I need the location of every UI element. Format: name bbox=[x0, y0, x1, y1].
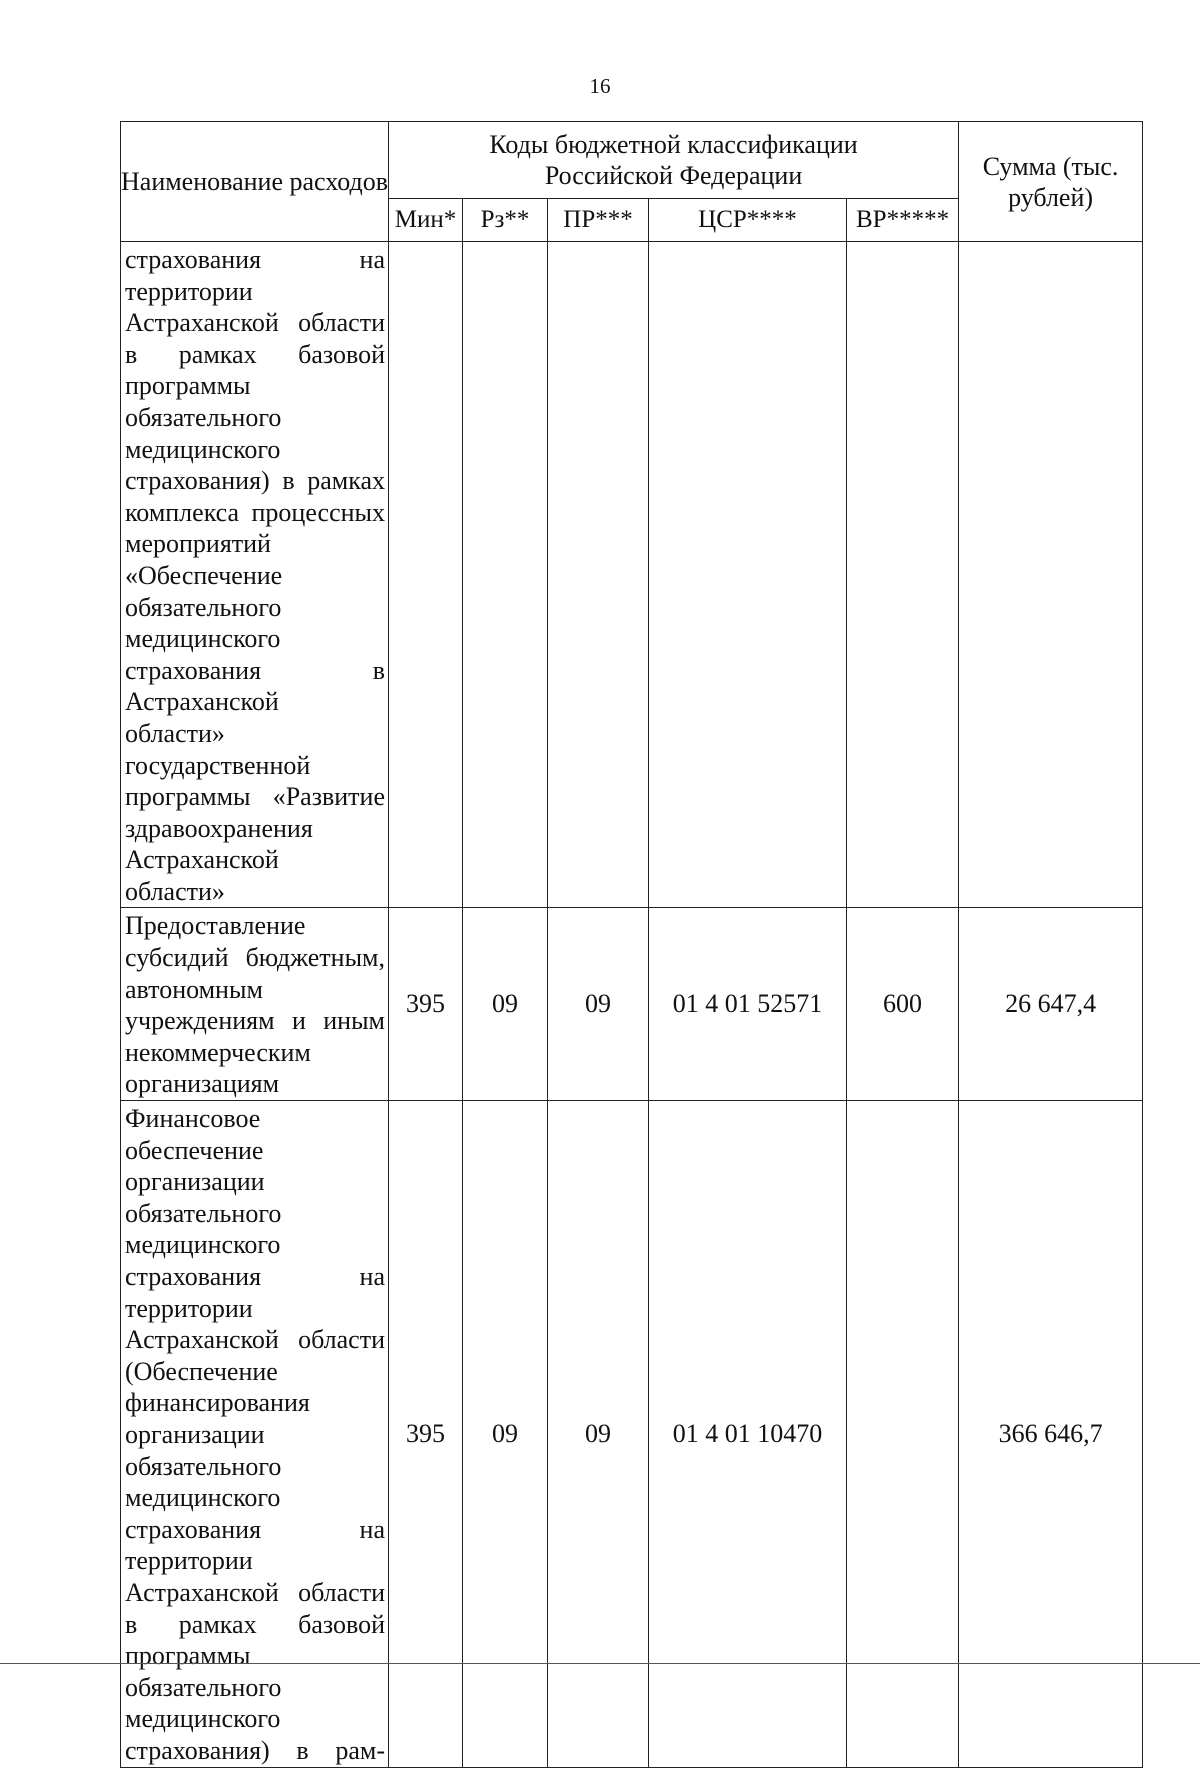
header-pr: ПР*** bbox=[548, 199, 649, 242]
row-csr: 01 4 01 52571 bbox=[649, 908, 847, 1101]
row-vr bbox=[847, 242, 959, 908]
header-vr: ВР***** bbox=[847, 199, 959, 242]
row-name: страхования на территории Астраханской области в рамках базовой программы обязательного медицинского страхования) в рамках комплекса процессных мероприятий «Обеспечение обязательного медицинского страхования в Астраханской области» государственной программы «Развитие здравоохранения Астраханской области» bbox=[121, 242, 389, 908]
row-pr: 09 bbox=[548, 1101, 649, 1767]
header-rz: Рз** bbox=[463, 199, 548, 242]
row-min: 395 bbox=[389, 908, 463, 1101]
row-sum bbox=[959, 242, 1143, 908]
row-csr: 01 4 01 10470 bbox=[649, 1101, 847, 1767]
row-vr bbox=[847, 1101, 959, 1767]
row-rz: 09 bbox=[463, 1101, 548, 1767]
header-min: Мин* bbox=[389, 199, 463, 242]
header-row-top bbox=[121, 122, 1143, 199]
header-codes-group-text: Коды бюджетной классификации Российской Федерации bbox=[489, 130, 858, 190]
header-name-column: Наименование расходов bbox=[121, 122, 389, 242]
table-row bbox=[121, 1101, 1143, 1767]
row-name: Предоставление субсидий бюджетным, автономным учреждениям и иным некоммерческим организациям bbox=[121, 908, 389, 1101]
row-sum: 366 646,7 bbox=[959, 1101, 1143, 1767]
header-sum-column bbox=[959, 122, 1143, 242]
row-vr: 600 bbox=[847, 908, 959, 1101]
row-pr bbox=[548, 242, 649, 908]
page-bottom-rule bbox=[0, 1663, 1200, 1664]
header-codes-group bbox=[389, 122, 959, 199]
row-min: 395 bbox=[389, 1101, 463, 1767]
table-row bbox=[121, 908, 1143, 1101]
header-csr: ЦСР**** bbox=[649, 199, 847, 242]
table-row bbox=[121, 242, 1143, 908]
page-number: 16 bbox=[589, 74, 611, 98]
row-pr: 09 bbox=[548, 908, 649, 1101]
budget-table bbox=[120, 121, 1143, 1768]
row-csr bbox=[649, 242, 847, 908]
header-sum-text: Сумма (тыс. рублей) bbox=[982, 151, 1119, 212]
row-rz bbox=[463, 242, 548, 908]
row-min bbox=[389, 242, 463, 908]
row-sum: 26 647,4 bbox=[959, 908, 1143, 1101]
row-name: Финансовое обеспечение организации обязательного медицинского страхования на территории Астраханской области (Обеспечение финансирования организации обязательного медицинского страхования на территории Астраханской области в рамках базовой программы обязательного медицинского страхования) в рам- bbox=[121, 1101, 389, 1767]
row-rz: 09 bbox=[463, 908, 548, 1101]
